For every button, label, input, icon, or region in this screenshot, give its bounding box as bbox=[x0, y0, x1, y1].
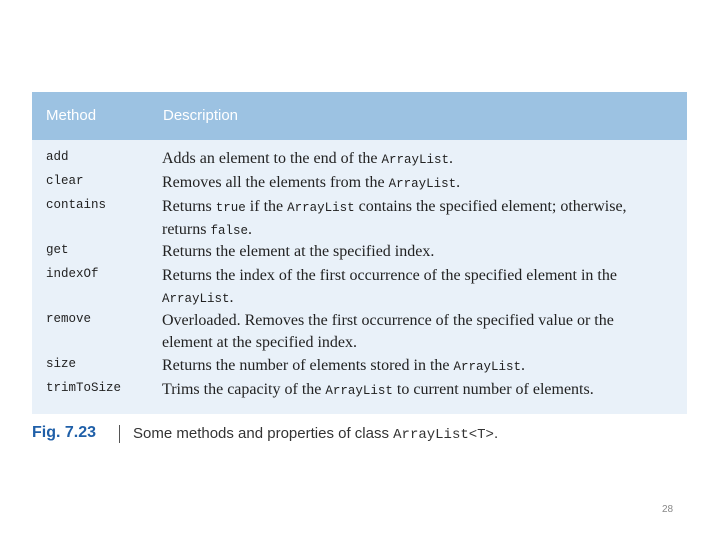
method-name: remove bbox=[46, 312, 92, 326]
method-name: add bbox=[46, 150, 69, 164]
page-number: 28 bbox=[662, 504, 674, 515]
method-name: contains bbox=[46, 198, 107, 212]
method-description: Returns the element at the specified index. bbox=[162, 243, 435, 260]
method-description: Returns the number of elements stored in the ArrayList. bbox=[162, 357, 525, 374]
method-name: indexOf bbox=[46, 267, 99, 281]
figure-caption-text: Some methods and properties of class ArrayList<T>. bbox=[133, 425, 499, 443]
method-name: size bbox=[46, 357, 77, 371]
method-description: Returns true if the ArrayList contains the specified element; otherwise, returns false. bbox=[162, 198, 627, 238]
figure-label: Fig. 7.23 bbox=[32, 424, 97, 441]
method-name: trimToSize bbox=[46, 381, 122, 395]
method-description: Overloaded. Removes the first occurrence of the specified value or the element at the specified index. bbox=[162, 312, 614, 351]
table-header bbox=[32, 92, 687, 140]
method-name: get bbox=[46, 243, 69, 257]
method-description: Removes all the elements from the ArrayList. bbox=[162, 174, 461, 191]
methods-table bbox=[32, 92, 687, 414]
figure-caption bbox=[32, 424, 692, 448]
caption-divider bbox=[119, 425, 120, 443]
method-name: clear bbox=[46, 174, 84, 188]
column-header-method: Method bbox=[46, 107, 97, 124]
method-description: Adds an element to the end of the ArrayList. bbox=[162, 150, 454, 167]
method-description: Trims the capacity of the ArrayList to current number of elements. bbox=[162, 381, 594, 398]
method-description: Returns the index of the first occurrence of the specified element in the ArrayList. bbox=[162, 267, 617, 306]
column-header-description: Description bbox=[163, 107, 239, 124]
